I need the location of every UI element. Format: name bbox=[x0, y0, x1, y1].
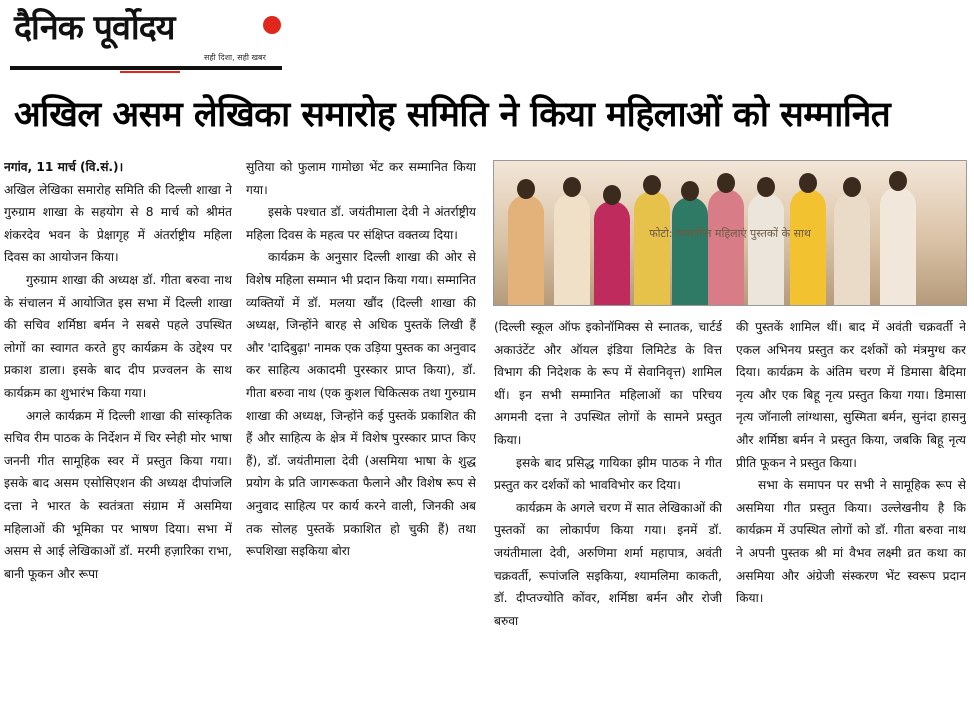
paragraph: कार्यक्रम के अनुसार दिल्ली शाखा की ओर से विशेष महिला सम्मान भी प्रदान किया गया। सम्मानित व्यक्तियों में डॉ. मलया खौंद (दिल्ली शाखा की अध्यक्ष, जिन्होंने बारह से अधिक पुस्तकें लिखी हैं और 'दादिबुढ़ा' नामक एक उड़िया पुस्तक का अनुवाद कर साहित्य अकादमी पुरस्कार प्राप्त किया), डॉ. गीता बरुवा नाथ (एक कुशल चिकित्सक तथा गुरुग्राम शाखा की अध्यक्ष, जिन्होंने कई पुस्तकें प्रकाशित की हैं और साहित्य के क्षेत्र में विशेष पुरस्कार प्राप्त किए हैं), डॉ. जयंतीमाला देवी (असमिया भाषा के शुद्ध प्रयोग के प्रति जागरूकता फैलाने और विशेष रूप से अनुवाद साहित्य पर कार्य करने वाली, जिनकी अब तक सोलह पुस्तकें प्रकाशित हो चुकी हैं) तथा रूपशिखा सइकिया बोरा bbox=[246, 250, 476, 559]
paragraph: इसके पश्चात डॉ. जयंतीमाला देवी ने अंतर्राष्ट्रीय महिला दिवस के महत्व पर संक्षिप्त वक्तव्य दिया। bbox=[246, 205, 476, 242]
paragraph: सुतिया को फुलाम गामोछा भेंट कर सम्मानित किया गया। bbox=[246, 160, 476, 197]
masthead bbox=[10, 4, 280, 70]
photo-placeholder: फोटो: सम्मानित महिलाएं पुस्तकों के साथ bbox=[649, 226, 811, 240]
dateline: नगांव, 11 मार्च (वि.सं.)। bbox=[4, 160, 124, 174]
masthead-accent-rule bbox=[120, 71, 180, 73]
paragraph: की पुस्तकें शामिल थीं। बाद में अवंती चक्रवर्ती ने एकल अभिनय प्रस्तुत कर दर्शकों को मंत्रमुग्ध कर दिया। कार्यक्रम के अंतिम चरण में डिमासा बैदिमा नृत्य और एक बिहू नृत्य प्रस्तुत किया गया। डिमासा नृत्य जॉनाली लांग्थासा, सुस्मिता बर्मन, सुनंदा हासनु और शर्मिष्ठा बर्मन ने प्रस्तुत किया, जबकि बिहू नृत्य प्रीति फूकन ने प्रस्तुत किया। bbox=[736, 320, 966, 470]
logo-dot-icon bbox=[263, 16, 281, 34]
headline: अखिल असम लेखिका समारोह समिति ने किया महिलाओं को सम्मानित bbox=[14, 95, 891, 135]
paragraph: गुरुग्राम शाखा की अध्यक्ष डॉ. गीता बरुवा नाथ के संचालन में आयोजित इस सभा में दिल्ली शाखा की सचिव शर्मिष्ठा बर्मन ने सबसे पहले उपस्थित लोगों का स्वागत करते हुए कार्यक्रम के उद्देश्य पर प्रकाश डाला। इसके बाद दीप प्रज्वलन के साथ कार्यक्रम का शुभारंभ किया गया। bbox=[4, 272, 232, 400]
masthead-rule bbox=[10, 66, 282, 70]
paragraph: इसके बाद प्रसिद्ध गायिका झीम पाठक ने गीत प्रस्तुत कर दर्शकों को भावविभोर कर दिया। bbox=[494, 455, 722, 493]
paragraph-text: अखिल लेखिका समारोह समिति की दिल्ली शाखा ने गुरुग्राम शाखा के सहयोग से 8 मार्च को श्रीमंत शंकरदेव भवन के प्रेक्षागृह में अंतर्राष्ट्रीय महिला दिवस का आयोजन किया। bbox=[4, 182, 232, 265]
event-photo bbox=[493, 160, 967, 306]
article-column-4 bbox=[736, 316, 966, 712]
article-column-3 bbox=[494, 316, 722, 712]
newspaper-tagline: सही दिशा, सही खबर bbox=[204, 53, 266, 62]
paragraph: कार्यक्रम के अगले चरण में सात लेखिकाओं की पुस्तकों का लोकार्पण किया गया। इनमें डॉ. जयंतीमाला देवी, अरुणिमा शर्मा महापात्र, अवंती चक्रवर्ती, रूपांजलि सइकिया, श्यामलिमा काकती, डॉ. दीप्तज्योति कोंवर, शर्मिष्ठा बर्मन और रोजी बरुवा bbox=[494, 500, 722, 628]
paragraph bbox=[4, 156, 232, 269]
newspaper-name: दैनिक पूर्वोदय bbox=[14, 8, 175, 48]
article-column-1 bbox=[4, 156, 232, 712]
paragraph: (दिल्ली स्कूल ऑफ इकोनॉमिक्स से स्नातक, चार्टर्ड अकाउंटेंट और ऑयल इंडिया लिमिटेड के वित्त विभाग की निदेशक के रूप में सेवानिवृत्त) शामिल थीं। इन सभी सम्मानित महिलाओं का परिचय अगमनी दत्ता ने उपस्थित लोगों के सामने प्रस्तुत किया। bbox=[494, 320, 722, 447]
paragraph: अगले कार्यक्रम में दिल्ली शाखा की सांस्कृतिक सचिव रीम पाठक के निर्देशन में चिर स्नेही मोर भाषा जननी गीत सामूहिक स्वर में प्रस्तुत किया गया। इसके बाद असम एसोसिएशन की अध्यक्ष दीपांजलि दत्ता ने भारत के स्वतंत्रता संग्राम में असमिया महिलाओं की भूमिका पर भाषण दिया। सभा में असम से आई लेखिकाओं डॉ. मरमी हज़ारिका राभा, बानी फूकन और रूपा bbox=[4, 408, 232, 581]
paragraph: सभा के समापन पर सभी ने सामूहिक रूप से असमिया गीत प्रस्तुत किया। उल्लेखनीय है कि कार्यक्रम में उपस्थित लोगों को डॉ. गीता बरुवा नाथ ने अपनी पुस्तक श्री मां वैभव लक्ष्मी व्रत कथा का असमिया और अंग्रेजी संस्करण भेंट स्वरूप प्रदान किया। bbox=[736, 478, 966, 606]
article-column-2 bbox=[246, 156, 476, 712]
